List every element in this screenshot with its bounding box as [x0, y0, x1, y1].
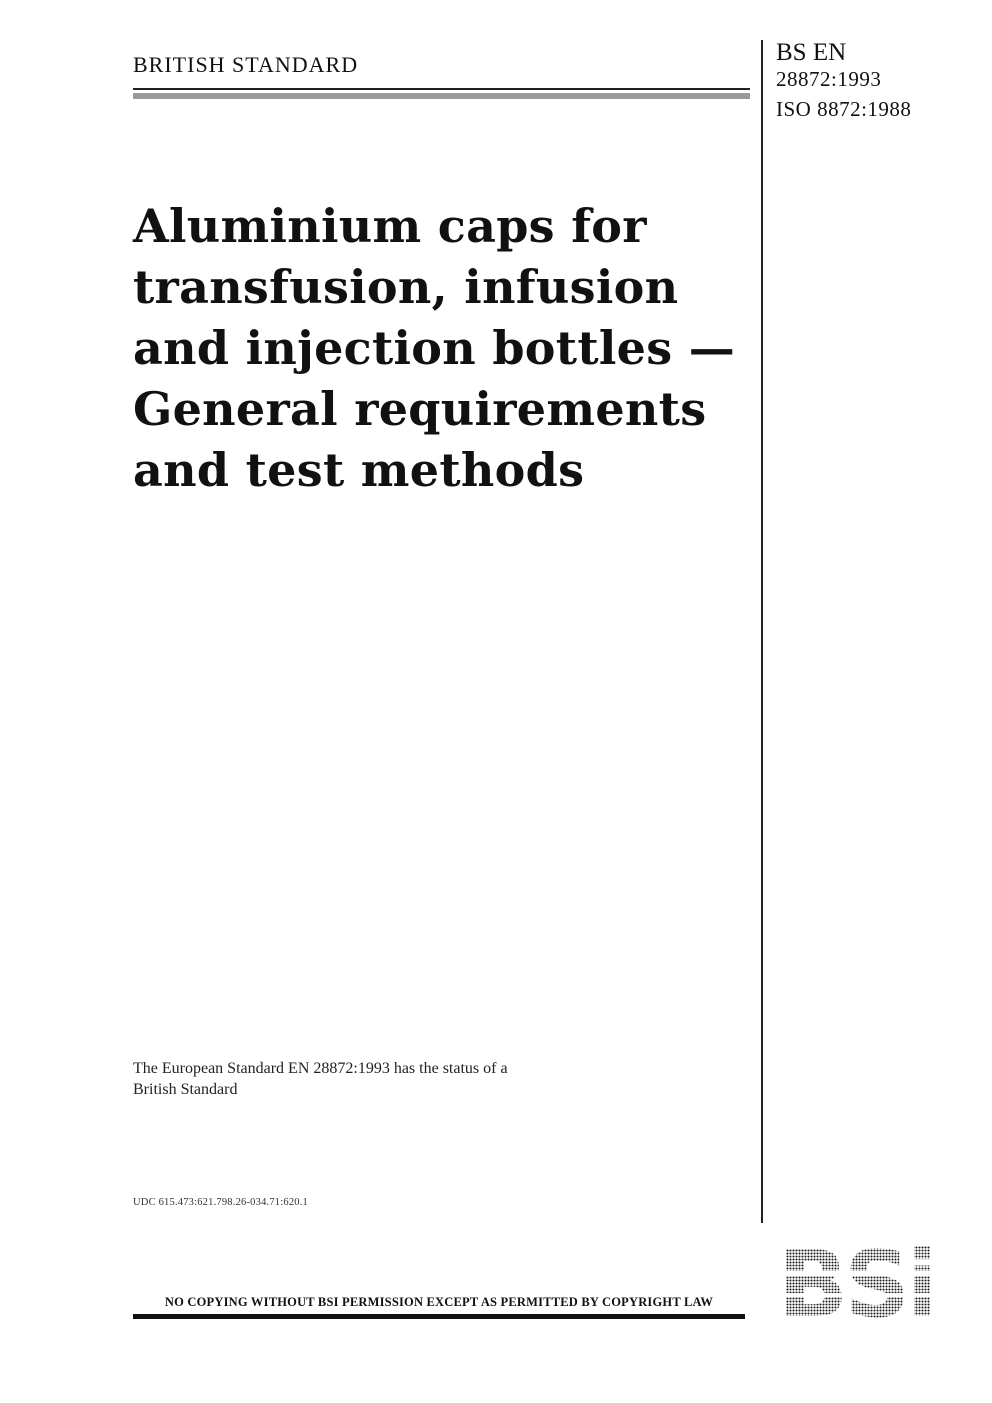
copyright-notice: NO COPYING WITHOUT BSI PERMISSION EXCEPT AS PERMITTED BY COPYRIGHT LAW	[164, 1295, 714, 1309]
header-rule-thin	[133, 88, 750, 90]
iso-number: ISO 8872:1988	[776, 97, 912, 121]
document-title	[133, 196, 753, 501]
title-line: and test methods	[133, 443, 585, 497]
title-line: and injection bottles —	[133, 321, 736, 375]
en-number: 28872:1993	[776, 67, 882, 91]
status-note-line: The European Standard EN 28872:1993 has the status of a	[133, 1060, 508, 1077]
title-line: Aluminium caps for	[133, 199, 647, 253]
status-note	[133, 1058, 633, 1100]
standard-designation	[776, 40, 911, 122]
udc-classification: UDC 615.473:621.798.26-034.71:620.1	[133, 1197, 308, 1208]
bottom-rule	[133, 1314, 745, 1319]
bs-en-label: BS EN	[776, 39, 847, 66]
bsi-logo	[768, 1243, 945, 1320]
series-label: BRITISH STANDARD	[133, 52, 359, 77]
title-line: General requirements	[133, 382, 707, 436]
vertical-divider	[761, 40, 763, 1223]
header-rule-thick	[133, 93, 750, 99]
title-line: transfusion, infusion	[133, 260, 679, 314]
status-note-line: British Standard	[133, 1081, 238, 1098]
